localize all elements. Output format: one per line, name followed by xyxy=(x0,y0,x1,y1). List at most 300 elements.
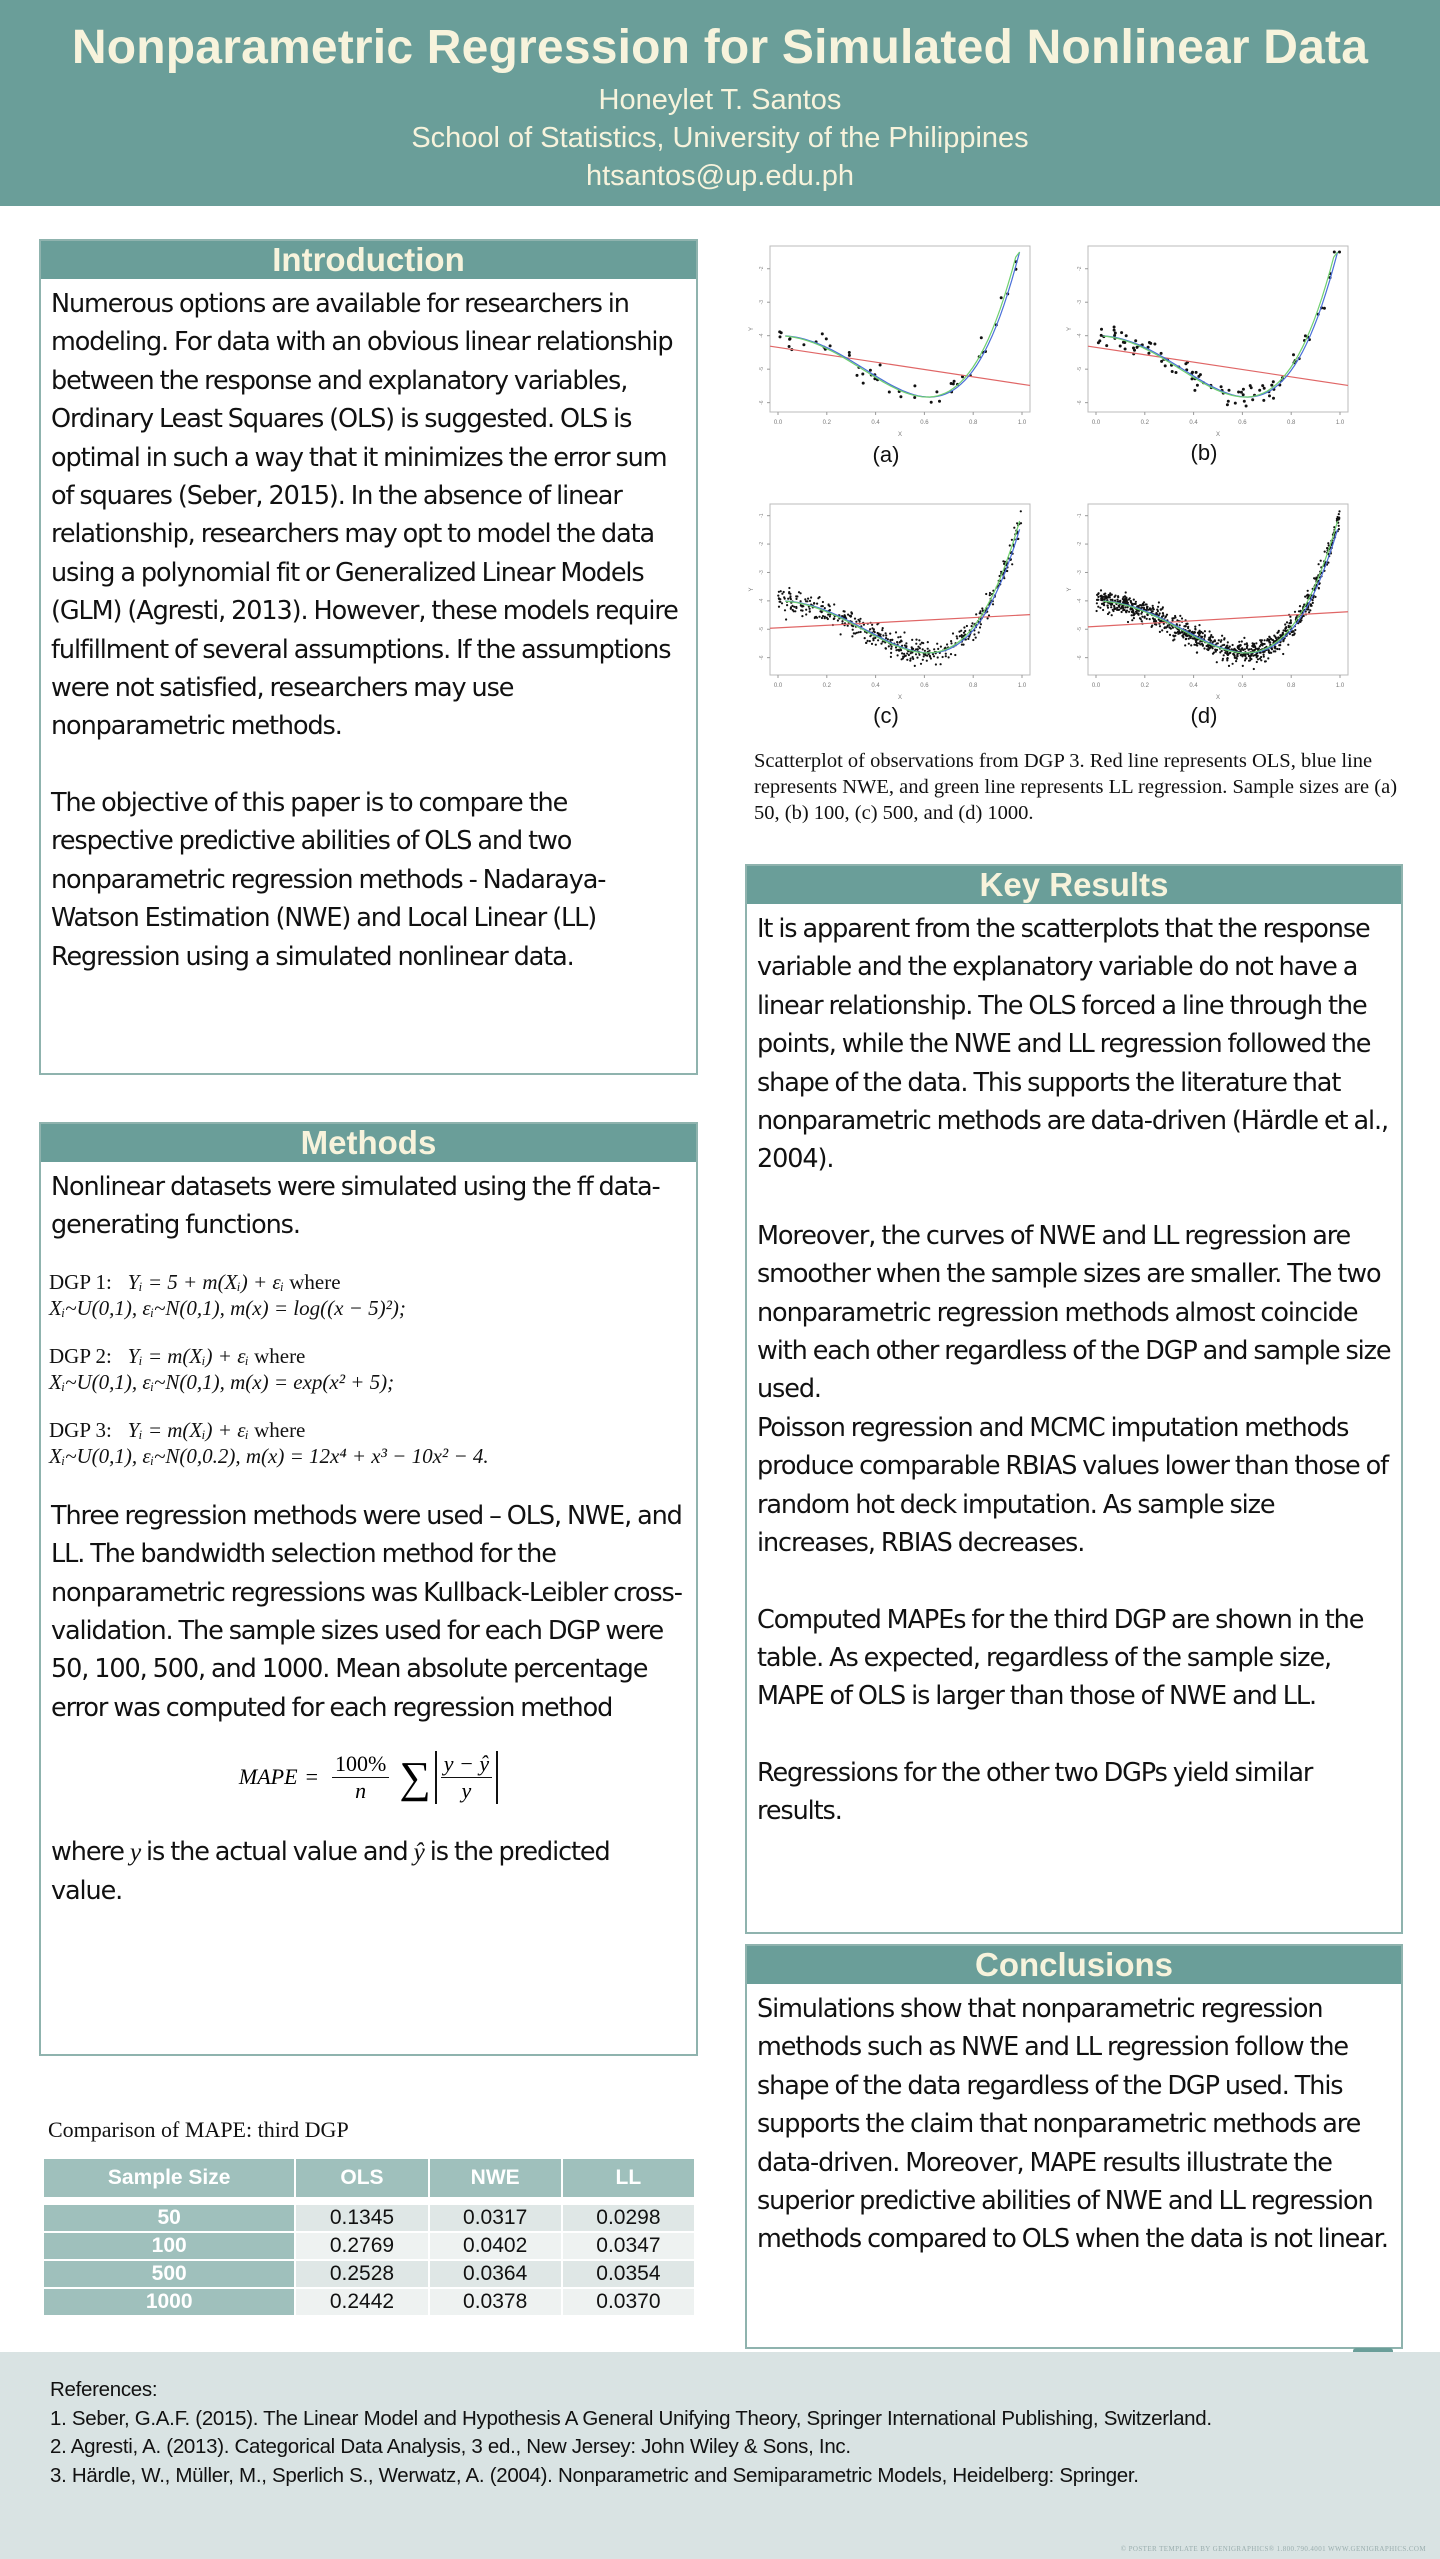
data-point xyxy=(942,656,944,658)
x-tick-label: 1.0 xyxy=(1335,683,1345,689)
y-tick-label: -2 xyxy=(1077,266,1083,271)
data-point xyxy=(1284,623,1286,625)
results-paragraph: Regressions for the other two DGPs yield similar results. xyxy=(757,1757,1313,1827)
data-point xyxy=(824,607,826,609)
y-tick-label: -5 xyxy=(759,627,765,632)
data-point xyxy=(1174,615,1176,617)
dgp-label: DGP 3: xyxy=(49,1417,112,1442)
sigma-symbol: ∑ xyxy=(399,1752,431,1802)
data-point xyxy=(1164,616,1166,618)
data-point xyxy=(1191,377,1194,380)
data-point xyxy=(1204,630,1206,632)
data-point xyxy=(979,626,981,628)
x-tick-label: 0.8 xyxy=(969,420,978,426)
data-point xyxy=(924,650,926,652)
data-point xyxy=(918,654,920,656)
formula-denominator: n xyxy=(355,1777,367,1803)
data-point xyxy=(1282,640,1284,642)
data-point xyxy=(1237,646,1239,648)
data-point xyxy=(1333,251,1336,254)
data-point xyxy=(956,635,958,637)
data-point xyxy=(1119,345,1122,348)
data-point xyxy=(1179,615,1181,617)
data-point xyxy=(953,380,956,383)
data-point xyxy=(1174,635,1176,637)
data-point xyxy=(1221,644,1223,646)
data-point xyxy=(1135,603,1137,605)
data-point xyxy=(852,629,854,631)
data-point xyxy=(779,335,782,338)
data-point xyxy=(814,617,816,619)
data-point xyxy=(1161,629,1163,631)
data-point xyxy=(1108,596,1110,598)
data-point xyxy=(1261,643,1263,645)
table-cell: 0.0370 xyxy=(563,2289,694,2315)
data-point xyxy=(1255,642,1257,644)
data-point xyxy=(938,400,941,403)
data-point xyxy=(1185,638,1187,640)
data-point xyxy=(1187,635,1189,637)
y-tick-label: -5 xyxy=(759,366,765,372)
data-point xyxy=(914,665,916,667)
data-point xyxy=(784,609,786,611)
dgp-1 xyxy=(41,1269,696,1321)
data-point xyxy=(936,643,938,645)
data-point xyxy=(1191,371,1194,374)
data-point xyxy=(1338,513,1340,515)
y-tick-label: -4 xyxy=(759,598,765,604)
x-tick-label: 0.4 xyxy=(871,420,880,426)
data-point xyxy=(975,637,977,639)
data-point xyxy=(840,633,842,635)
x-tick-label: 1.0 xyxy=(1017,683,1027,689)
data-point xyxy=(945,655,947,657)
data-point xyxy=(1214,640,1216,642)
data-point xyxy=(1337,516,1339,518)
data-point xyxy=(1264,643,1266,645)
data-point xyxy=(1245,405,1248,408)
panel-label-c: (c) xyxy=(873,703,899,728)
y-tick-label: -6 xyxy=(1077,400,1083,405)
data-point xyxy=(854,618,856,620)
data-point xyxy=(992,603,994,605)
data-point xyxy=(821,332,824,335)
table-cell: 0.0402 xyxy=(430,2233,561,2259)
data-point xyxy=(1213,652,1215,654)
data-point xyxy=(1127,621,1129,623)
data-point xyxy=(1306,594,1308,596)
data-point xyxy=(980,623,982,625)
x-tick-label: 0.4 xyxy=(1189,683,1198,689)
data-point xyxy=(861,373,864,376)
data-point xyxy=(817,597,819,599)
data-point xyxy=(1220,641,1222,643)
data-point xyxy=(1128,611,1130,613)
conclusions-section xyxy=(745,1944,1403,2349)
data-point xyxy=(1227,400,1230,403)
data-point xyxy=(903,631,905,633)
x-tick-label: 0.6 xyxy=(1238,683,1247,689)
author-email[interactable]: htsantos@up.edu.ph xyxy=(585,160,855,192)
data-point xyxy=(1125,591,1127,593)
data-point xyxy=(1134,339,1137,342)
data-point xyxy=(1174,632,1176,634)
data-point xyxy=(945,653,947,655)
data-point xyxy=(1216,661,1218,663)
data-point xyxy=(1194,628,1196,630)
data-point xyxy=(1114,596,1116,598)
data-point xyxy=(956,637,958,639)
data-point xyxy=(971,622,973,624)
data-point xyxy=(1239,645,1241,647)
data-point xyxy=(1152,605,1154,607)
data-point xyxy=(1145,603,1147,605)
data-point xyxy=(1241,655,1243,657)
y-tick-label: -1 xyxy=(1077,513,1083,518)
data-point xyxy=(900,649,902,651)
data-point xyxy=(1260,659,1262,661)
data-point xyxy=(918,639,920,641)
table-header-row xyxy=(44,2159,694,2197)
data-point xyxy=(1122,341,1125,344)
data-point xyxy=(1233,648,1235,650)
data-point xyxy=(895,649,897,651)
data-point xyxy=(1147,352,1150,355)
data-point xyxy=(778,606,780,608)
data-point xyxy=(829,344,832,347)
data-point xyxy=(1309,609,1311,611)
introduction-heading: Introduction xyxy=(41,241,696,279)
data-point xyxy=(966,625,968,627)
data-point xyxy=(963,632,965,634)
mape-table xyxy=(42,2157,696,2317)
data-point xyxy=(910,652,912,654)
data-point xyxy=(1105,344,1108,347)
y-axis-label: Y xyxy=(749,587,755,592)
table-cell: 50 xyxy=(44,2205,294,2231)
data-point xyxy=(1185,634,1187,636)
data-point xyxy=(1270,384,1273,387)
data-point xyxy=(906,652,908,654)
data-point xyxy=(877,639,879,641)
data-point xyxy=(885,632,887,634)
data-point xyxy=(1279,634,1281,636)
data-point xyxy=(1137,613,1139,615)
data-point xyxy=(872,637,874,639)
data-point xyxy=(1253,668,1255,670)
data-point xyxy=(809,608,811,610)
data-point xyxy=(1276,648,1278,650)
data-point xyxy=(1210,636,1212,638)
data-point xyxy=(1157,610,1159,612)
data-point xyxy=(805,609,807,611)
data-point xyxy=(851,613,853,615)
data-point xyxy=(1157,606,1159,608)
x-axis-label: X xyxy=(1215,695,1221,701)
data-point xyxy=(1196,652,1198,654)
formula-lhs: MAPE xyxy=(238,1764,298,1790)
data-point xyxy=(1134,613,1136,615)
data-point xyxy=(1125,334,1128,337)
data-point xyxy=(1161,616,1163,618)
data-point xyxy=(927,641,929,643)
data-point xyxy=(1151,608,1153,610)
data-point xyxy=(809,600,811,602)
data-point xyxy=(1188,638,1190,640)
data-point xyxy=(828,604,830,606)
data-point xyxy=(1129,608,1131,610)
data-point xyxy=(867,640,869,642)
data-point xyxy=(1219,651,1221,653)
data-point xyxy=(1282,653,1284,655)
data-point xyxy=(1264,639,1266,641)
data-point xyxy=(933,648,935,650)
data-point xyxy=(855,621,857,623)
data-point xyxy=(926,660,928,662)
data-point xyxy=(1102,609,1104,611)
data-point xyxy=(1111,614,1113,616)
data-point xyxy=(1011,563,1013,565)
data-point xyxy=(1242,649,1244,651)
data-point xyxy=(1218,639,1220,641)
data-point xyxy=(1226,659,1228,661)
data-point xyxy=(899,636,901,638)
data-point xyxy=(1245,658,1247,660)
data-point xyxy=(1262,651,1264,653)
x-tick-label: 0.2 xyxy=(1140,420,1149,426)
data-point xyxy=(1240,391,1243,394)
data-point xyxy=(787,598,789,600)
data-point xyxy=(837,619,839,621)
data-point xyxy=(1194,626,1196,628)
data-point xyxy=(1261,384,1264,387)
data-point xyxy=(818,616,820,618)
key-results-heading: Key Results xyxy=(747,866,1401,904)
data-point xyxy=(788,591,790,593)
data-point xyxy=(954,654,956,656)
y-tick-label: -2 xyxy=(759,266,765,271)
data-point xyxy=(869,635,871,637)
data-point xyxy=(1199,373,1202,376)
data-point xyxy=(851,635,853,637)
data-point xyxy=(849,615,851,617)
data-point xyxy=(897,636,899,638)
data-point xyxy=(1258,647,1260,649)
data-point xyxy=(1247,649,1249,651)
data-point xyxy=(1220,385,1223,388)
data-point xyxy=(1222,659,1224,661)
results-paragraph: Poisson regression and MCMC imputation methods produce comparable RBIAS values lower than those of random hot deck imputation. As sample size increases, RBIAS decreases. xyxy=(757,1412,1389,1559)
data-point xyxy=(1143,607,1145,609)
data-point xyxy=(1160,360,1163,363)
data-point xyxy=(869,369,872,372)
data-point xyxy=(1285,626,1287,628)
data-point xyxy=(1164,626,1166,628)
data-point xyxy=(1106,597,1108,599)
data-point xyxy=(1096,610,1098,612)
data-point xyxy=(915,653,917,655)
data-point xyxy=(1260,656,1262,658)
data-point xyxy=(1214,649,1216,651)
data-point xyxy=(1263,387,1266,390)
data-point xyxy=(927,648,929,650)
data-point xyxy=(869,640,871,642)
data-point xyxy=(1274,650,1276,652)
data-point xyxy=(940,646,942,648)
data-point xyxy=(1112,610,1114,612)
data-point xyxy=(912,658,914,660)
data-point xyxy=(1128,598,1130,600)
data-point xyxy=(909,660,911,662)
data-point xyxy=(790,606,792,608)
conclusions-body: Simulations show that nonparametric regression methods such as NWE and LL regression follow the shape of the data regardless of the DGP used. This supports the claim that nonparametric methods are data-driven. Moreover, MAPE results illustrate the superior predictive abilities of NWE and LL regression methods compared to OLS when the data is not linear. xyxy=(757,1994,1388,2255)
data-point xyxy=(971,625,973,627)
data-point xyxy=(1294,629,1296,631)
data-point xyxy=(1327,562,1329,564)
data-point xyxy=(1299,605,1301,607)
data-point xyxy=(1292,353,1295,356)
data-point xyxy=(981,607,983,609)
dgp-where: where xyxy=(254,1343,306,1368)
data-point xyxy=(1133,349,1136,352)
data-point xyxy=(920,663,922,665)
introduction-section xyxy=(39,239,698,1075)
data-point xyxy=(1193,389,1196,392)
data-point xyxy=(887,638,889,640)
data-point xyxy=(1228,389,1231,392)
data-point xyxy=(1131,614,1133,616)
data-point xyxy=(899,395,902,398)
data-point xyxy=(781,593,783,595)
data-point xyxy=(979,612,981,614)
data-point xyxy=(1120,331,1123,334)
data-point xyxy=(1172,619,1174,621)
dgp-2 xyxy=(41,1343,696,1395)
data-point xyxy=(1249,384,1252,387)
data-point xyxy=(1020,522,1022,524)
data-point xyxy=(1121,611,1123,613)
template-credit: © POSTER TEMPLATE BY GENIGRAPHICS® 1.800.790.4001 WWW.GENIGRAPHICS.COM xyxy=(1120,2545,1426,2553)
data-point xyxy=(1149,342,1152,345)
references-section xyxy=(0,2352,1440,2559)
data-point xyxy=(1227,653,1229,655)
data-point xyxy=(906,659,908,661)
table-cell: 0.0298 xyxy=(563,2205,694,2231)
x-tick-label: 0.4 xyxy=(871,683,880,689)
table-row xyxy=(44,2205,694,2231)
table-header: Sample Size xyxy=(44,2159,294,2197)
x-tick-label: 0.2 xyxy=(822,420,831,426)
data-point xyxy=(1232,644,1234,646)
data-point xyxy=(1116,607,1118,609)
y-tick-label: -3 xyxy=(759,299,765,305)
data-point xyxy=(874,631,876,633)
data-point xyxy=(1009,544,1011,546)
data-point xyxy=(862,382,865,385)
data-point xyxy=(807,598,809,600)
data-point xyxy=(916,657,918,659)
data-point xyxy=(824,617,826,619)
table-title: Comparison of MAPE: third DGP xyxy=(48,2117,349,2142)
y-tick-label: -2 xyxy=(759,541,765,547)
data-point xyxy=(1135,601,1137,603)
introduction-body xyxy=(41,279,696,976)
introduction-paragraph: The objective of this paper is to compare the respective predictive abilities of OLS and two nonparametric regression methods - Nadaraya-Watson Estimation (NWE) and Local Linear (LL) Regression using a simulated nonlinear data. xyxy=(51,787,606,972)
data-point xyxy=(940,663,942,665)
data-point xyxy=(905,642,907,644)
data-point xyxy=(1159,612,1161,614)
data-point xyxy=(1139,617,1141,619)
data-point xyxy=(1288,626,1290,628)
data-point xyxy=(795,606,797,608)
data-point xyxy=(1149,618,1151,620)
data-point xyxy=(950,642,952,644)
data-point xyxy=(1169,634,1171,636)
table-cell: 500 xyxy=(44,2261,294,2287)
data-point xyxy=(1327,542,1329,544)
data-point xyxy=(950,382,953,385)
x-tick-label: 0.0 xyxy=(1091,420,1101,426)
methods-heading: Methods xyxy=(41,1124,696,1162)
data-point xyxy=(1236,655,1238,657)
data-point xyxy=(890,652,892,654)
table-header: OLS xyxy=(296,2159,427,2197)
data-point xyxy=(1254,649,1256,651)
data-point xyxy=(1243,637,1245,639)
data-point xyxy=(1244,655,1246,657)
data-point xyxy=(1244,643,1246,645)
data-point xyxy=(946,643,948,645)
data-point xyxy=(848,351,851,354)
data-point xyxy=(1185,625,1187,627)
data-point xyxy=(930,401,933,404)
data-point xyxy=(1102,603,1104,605)
table-cell: 100 xyxy=(44,2233,294,2259)
data-point xyxy=(1256,661,1258,663)
data-point xyxy=(1235,660,1237,662)
data-point xyxy=(1307,590,1309,592)
data-point xyxy=(881,629,883,631)
data-point xyxy=(1159,625,1161,627)
data-point xyxy=(1253,643,1255,645)
data-point xyxy=(901,652,903,654)
data-point xyxy=(1123,600,1125,602)
data-point xyxy=(1307,608,1309,610)
dgp-spec: Xᵢ~U(0,1), εᵢ~N(0,1), m(x) = exp(x² + 5); xyxy=(49,1369,395,1394)
data-point xyxy=(801,615,803,617)
data-point xyxy=(788,587,790,589)
data-point xyxy=(1269,641,1271,643)
data-point xyxy=(1314,596,1316,598)
data-point xyxy=(1278,630,1280,632)
data-point xyxy=(1242,665,1244,667)
symbol-y: y xyxy=(129,1837,141,1867)
x-tick-label: 1.0 xyxy=(1335,420,1345,426)
where-text: is the predicted value. xyxy=(51,1837,610,1906)
data-point xyxy=(1118,605,1120,607)
y-tick-label: -4 xyxy=(1077,598,1083,604)
data-point xyxy=(1226,645,1228,647)
data-point xyxy=(932,653,934,655)
data-point xyxy=(1160,352,1163,355)
poster-title: Nonparametric Regression for Simulated Nonlinear Data xyxy=(71,21,1369,74)
data-point xyxy=(1226,403,1229,406)
data-point xyxy=(919,647,921,649)
data-point xyxy=(1111,599,1113,601)
data-point xyxy=(1141,616,1143,618)
data-point xyxy=(1172,639,1174,641)
data-point xyxy=(1122,609,1124,611)
